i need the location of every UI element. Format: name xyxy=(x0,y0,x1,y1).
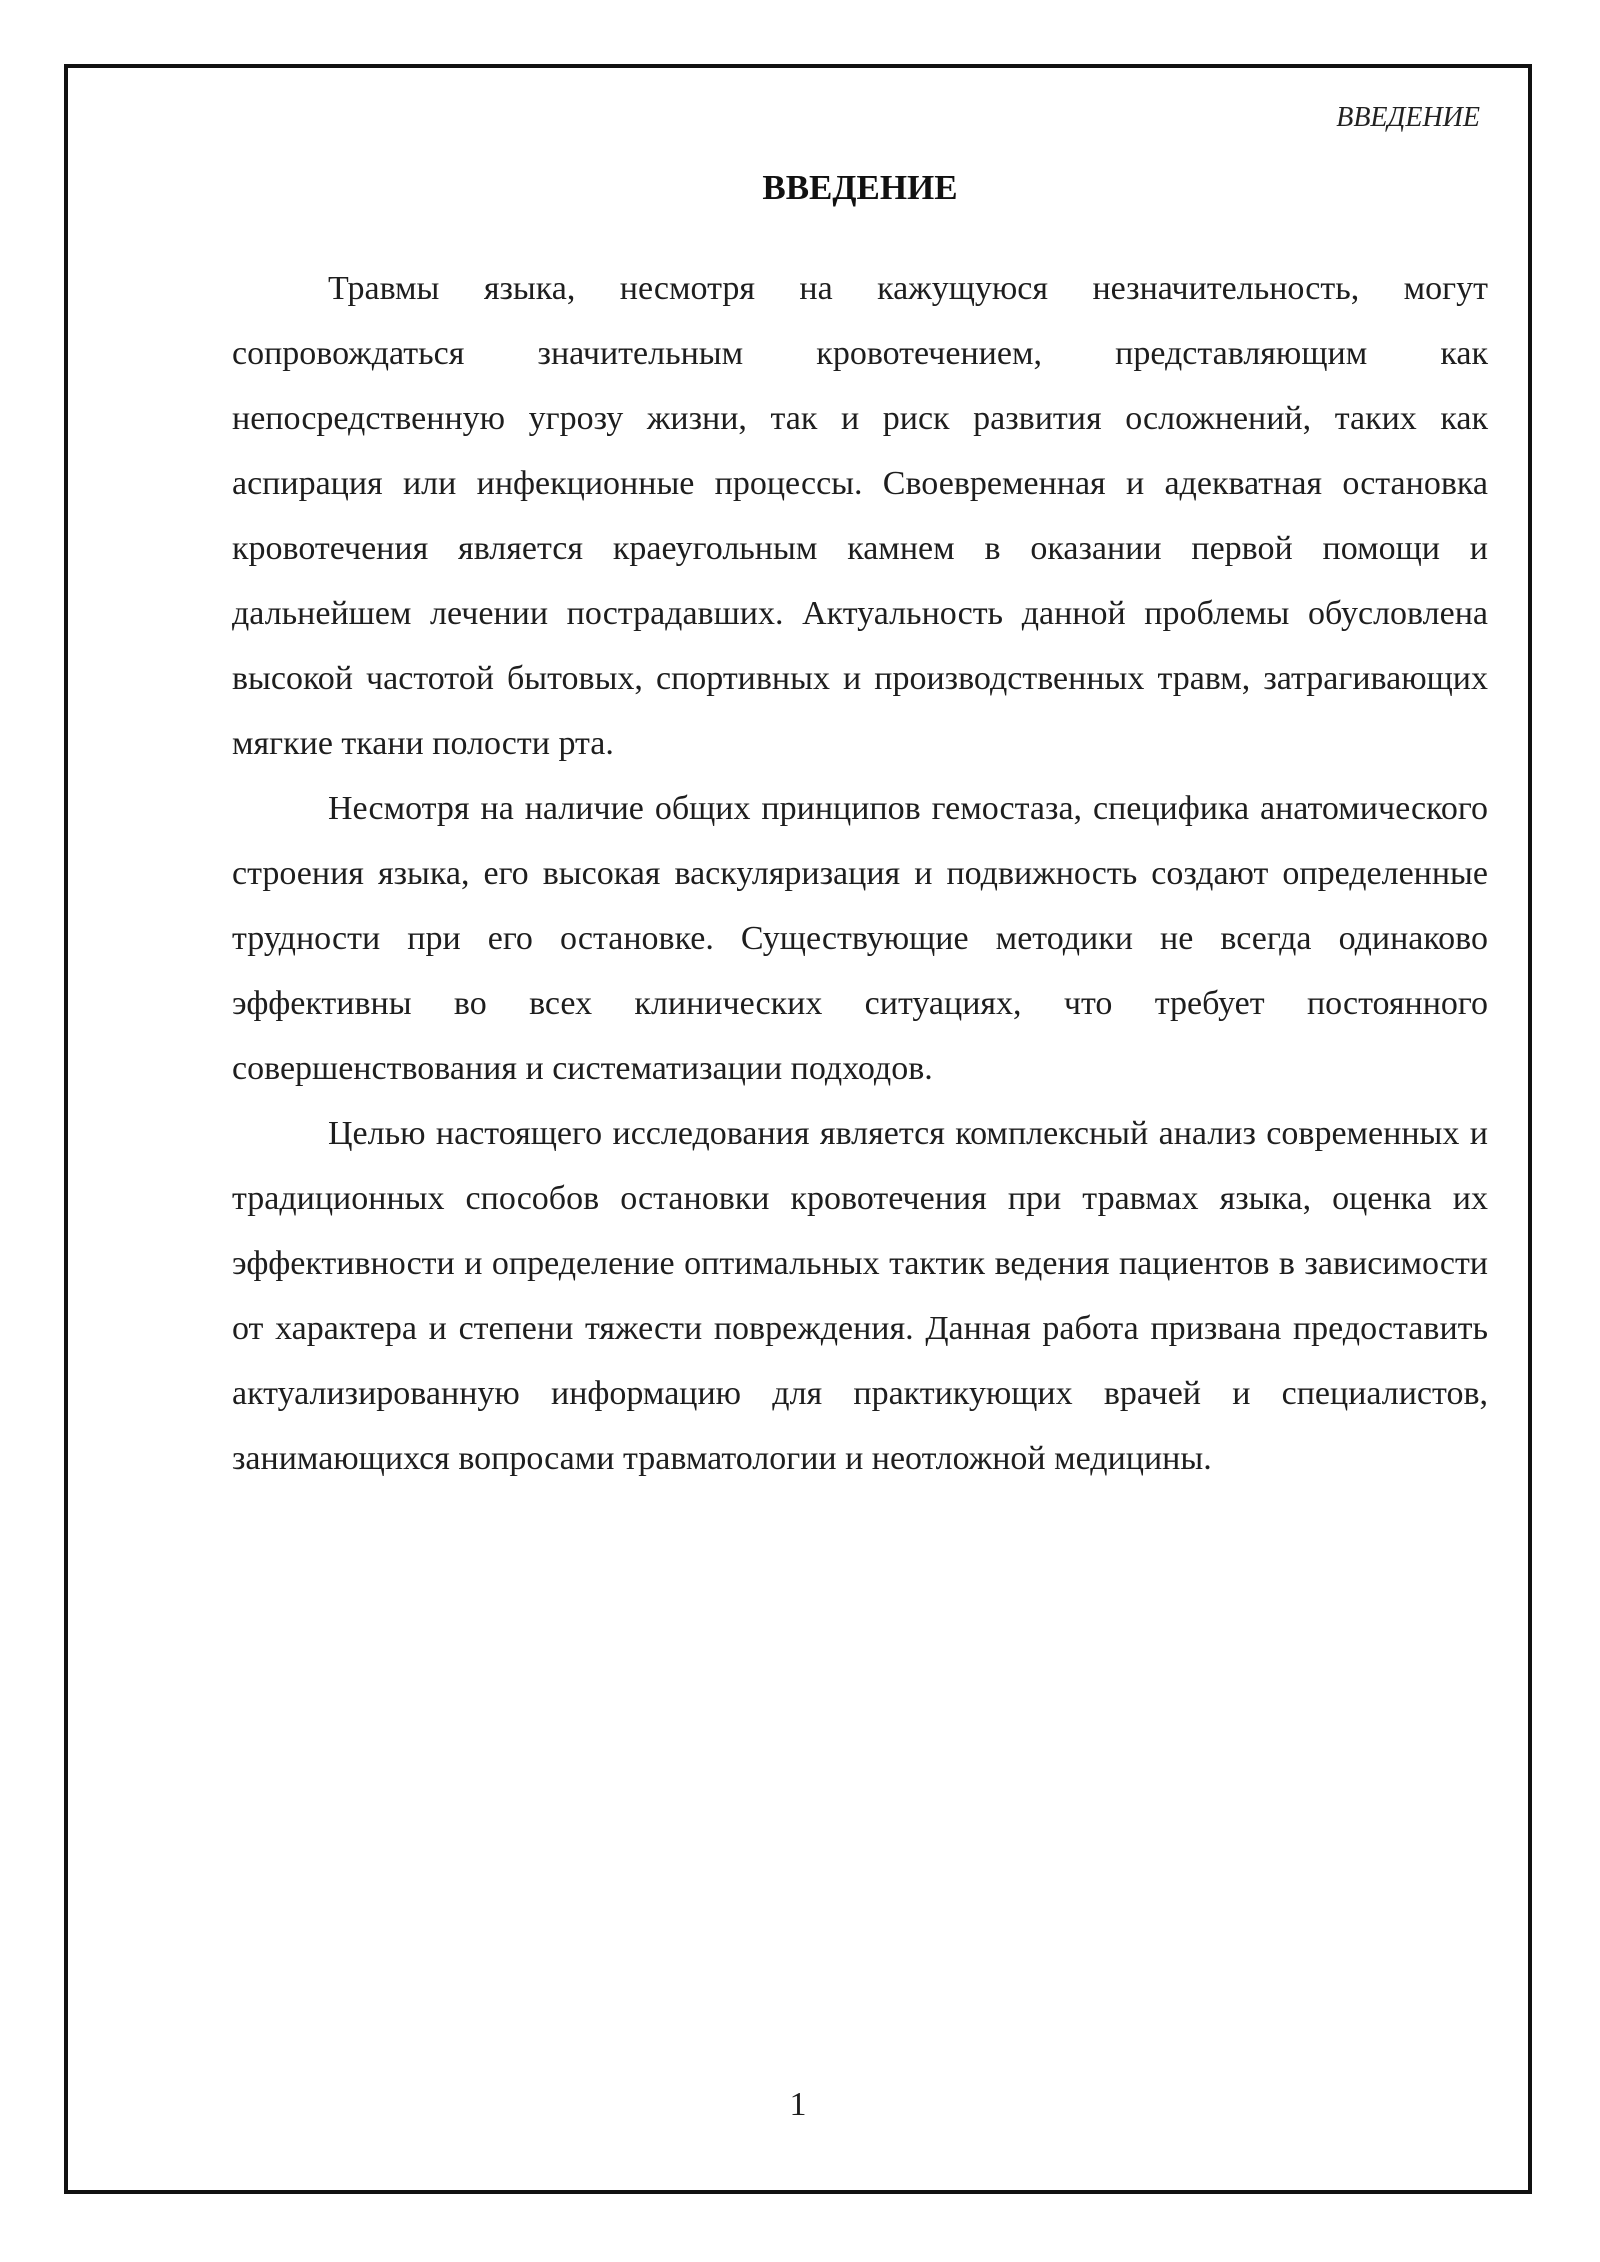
section-title: ВВЕДЕНИЕ xyxy=(762,168,958,207)
paragraph-2: Несмотря на наличие общих принципов гемостаза, специфика анатомического строения языка, его высокая васкуляризация и подвижность создают определенные трудности при его остановке. Существующие методики не всегда одинаково эффективны во всех клинических ситуациях, что требует постоянного совершенствования и систематизации подходов. xyxy=(232,790,1488,1087)
page-content xyxy=(232,158,1488,1491)
page-number: 1 xyxy=(789,2086,807,2123)
paragraph-3: Целью настоящего исследования является комплексный анализ современных и традиционных способов остановки кровотечения при травмах языка, оценка их эффективности и определение оптимальных тактик ведения пациентов в зависимости от характера и степени тяжести повреждения. Данная работа призвана предоставить актуализированную информацию для практикующих врачей и специалистов, занимающихся вопросами травматологии и неотложной медицины. xyxy=(232,1115,1488,1477)
paragraph-1: Травмы языка, несмотря на кажущуюся незначительность, могут сопровождаться значительным кровотечением, представляющим как непосредственную угрозу жизни, так и риск развития осложнений, таких как аспирация или инфекционные процессы. Своевременная и адекватная остановка кровотечения является краеугольным камнем в оказании первой помощи и дальнейшем лечении пострадавших. Актуальность данной проблемы обусловлена высокой частотой бытовых, спортивных и производственных травм, затрагивающих мягкие ткани полости рта. xyxy=(232,270,1488,762)
page-frame xyxy=(64,64,1532,2194)
running-header: ВВЕДЕНИЕ xyxy=(1336,102,1480,133)
